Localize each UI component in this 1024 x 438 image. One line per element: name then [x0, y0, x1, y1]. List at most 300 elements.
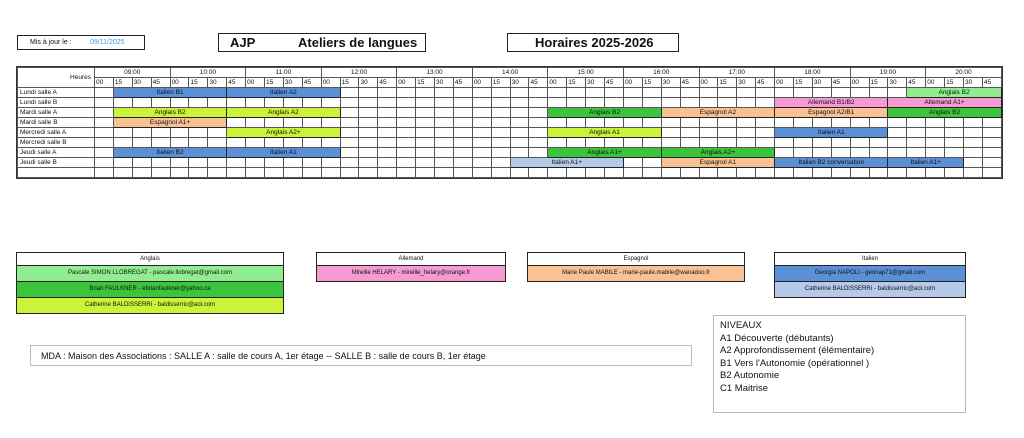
minute-label: 15: [793, 78, 812, 88]
empty-slot: [945, 128, 964, 138]
legend-italien-row: Georgia NAPOLI - geonap71@gmail.com: [774, 266, 966, 282]
row-label: Jeudi salle B: [18, 158, 95, 168]
legend-italien-title: Italien: [774, 252, 966, 266]
empty-slot: [510, 88, 529, 98]
empty-slot: [699, 138, 718, 148]
minute-label: 45: [378, 78, 397, 88]
empty-slot: [208, 98, 227, 108]
empty-slot: [718, 98, 737, 108]
empty-slot: [907, 138, 926, 148]
empty-slot: [907, 148, 926, 158]
row-label: Mardi salle A: [18, 108, 95, 118]
empty-slot: [510, 98, 529, 108]
empty-slot: [378, 98, 397, 108]
niveaux-title: NIVEAUX: [720, 320, 762, 331]
niveau-item: B1 Vers l'Autonomie (opérationnel ): [720, 357, 870, 369]
course-block: Anglais A2+: [661, 148, 774, 158]
page-title: Ateliers de langues: [298, 35, 418, 50]
legend-anglais-row: Catherine BALDISSERRI - baldisserric@aol.com: [16, 298, 284, 314]
empty-slot: [926, 148, 945, 158]
niveau-item: A1 Découverte (débutants): [720, 332, 834, 344]
hour-label: 17:00: [699, 68, 775, 78]
empty-slot: [340, 98, 359, 108]
course-block: Anglais B2: [113, 108, 226, 118]
empty-slot: [793, 148, 812, 158]
empty-slot: [472, 98, 491, 108]
empty-slot: [945, 118, 964, 128]
empty-slot: [699, 118, 718, 128]
minute-label: 15: [567, 78, 586, 88]
legend-anglais: [16, 252, 284, 314]
empty-slot: [246, 98, 265, 108]
empty-slot: [718, 128, 737, 138]
course-block: Espagnol A2: [661, 108, 774, 118]
empty-slot: [340, 138, 359, 148]
empty-slot: [793, 138, 812, 148]
table-row: [18, 88, 1002, 98]
empty-slot: [378, 138, 397, 148]
empty-slot: [529, 98, 548, 108]
empty-slot: [869, 118, 888, 128]
empty-slot: [907, 168, 926, 178]
empty-slot: [718, 138, 737, 148]
minute-label: 15: [416, 78, 435, 88]
hour-label: 16:00: [623, 68, 699, 78]
empty-slot: [642, 168, 661, 178]
minute-label: 00: [850, 78, 869, 88]
empty-slot: [982, 158, 1001, 168]
empty-slot: [170, 98, 189, 108]
table-row: [18, 168, 1002, 178]
course-block: Anglais A1+: [548, 148, 661, 158]
empty-slot: [756, 118, 775, 128]
hour-label: 14:00: [472, 68, 548, 78]
empty-slot: [605, 138, 624, 148]
legend-espagnol-title: Espagnol: [527, 252, 745, 266]
org-label: AJP: [230, 35, 256, 50]
niveaux-box: [713, 315, 966, 413]
empty-slot: [227, 118, 246, 128]
minute-label: 00: [472, 78, 491, 88]
row-label: Mardi salle B: [18, 118, 95, 128]
minute-label: 15: [265, 78, 284, 88]
empty-slot: [699, 168, 718, 178]
empty-slot: [321, 98, 340, 108]
empty-slot: [793, 168, 812, 178]
empty-slot: [378, 128, 397, 138]
row-label: Lundi salle A: [18, 88, 95, 98]
empty-slot: [491, 118, 510, 128]
empty-slot: [321, 118, 340, 128]
course-block: Italien A1+: [888, 158, 964, 168]
empty-slot: [680, 128, 699, 138]
minute-label: 30: [888, 78, 907, 88]
hour-label: 20:00: [926, 68, 1002, 78]
empty-slot: [378, 148, 397, 158]
legend-allemand-title: Allemand: [316, 252, 506, 266]
empty-slot: [170, 128, 189, 138]
minute-label: 30: [586, 78, 605, 88]
empty-slot: [113, 158, 132, 168]
empty-slot: [302, 168, 321, 178]
table-row: [18, 148, 1002, 158]
empty-slot: [113, 128, 132, 138]
course-block: Allemand B1/B2: [775, 98, 888, 108]
empty-slot: [510, 138, 529, 148]
empty-slot: [227, 168, 246, 178]
empty-slot: [775, 88, 794, 98]
empty-slot: [775, 118, 794, 128]
empty-slot: [95, 158, 114, 168]
empty-slot: [453, 168, 472, 178]
minute-label: 00: [548, 78, 567, 88]
empty-slot: [472, 168, 491, 178]
table-row: [18, 128, 1002, 138]
empty-slot: [718, 88, 737, 98]
empty-slot: [472, 138, 491, 148]
empty-slot: [95, 148, 114, 158]
empty-slot: [397, 138, 416, 148]
empty-slot: [491, 98, 510, 108]
empty-slot: [246, 118, 265, 128]
empty-slot: [435, 108, 454, 118]
empty-slot: [397, 118, 416, 128]
empty-slot: [397, 128, 416, 138]
empty-slot: [699, 98, 718, 108]
empty-slot: [548, 138, 567, 148]
empty-slot: [416, 118, 435, 128]
empty-slot: [831, 168, 850, 178]
empty-slot: [567, 138, 586, 148]
empty-slot: [963, 148, 982, 158]
empty-slot: [737, 98, 756, 108]
hour-label: 09:00: [95, 68, 171, 78]
minute-label: 00: [926, 78, 945, 88]
empty-slot: [642, 158, 661, 168]
empty-slot: [963, 138, 982, 148]
empty-slot: [472, 128, 491, 138]
empty-slot: [907, 118, 926, 128]
empty-slot: [359, 158, 378, 168]
course-block: Espagnol A1: [661, 158, 774, 168]
minute-label: 00: [397, 78, 416, 88]
course-block: Italien B2: [113, 148, 226, 158]
minute-label: 15: [340, 78, 359, 88]
empty-slot: [246, 168, 265, 178]
empty-slot: [680, 138, 699, 148]
empty-slot: [151, 128, 170, 138]
empty-slot: [510, 128, 529, 138]
course-block: Italien B2 conversation: [775, 158, 888, 168]
empty-slot: [605, 88, 624, 98]
empty-slot: [850, 168, 869, 178]
empty-slot: [435, 158, 454, 168]
course-block: Anglais B2: [907, 88, 1001, 98]
empty-slot: [529, 138, 548, 148]
legend-italien-row: Catherine BALDISSERRI - baldisserric@aol.com: [774, 282, 966, 298]
empty-slot: [435, 138, 454, 148]
empty-slot: [718, 168, 737, 178]
empty-slot: [435, 168, 454, 178]
empty-slot: [605, 168, 624, 178]
minute-label: 00: [170, 78, 189, 88]
empty-slot: [397, 148, 416, 158]
empty-slot: [95, 168, 114, 178]
empty-slot: [869, 168, 888, 178]
empty-slot: [737, 118, 756, 128]
empty-slot: [265, 158, 284, 168]
empty-slot: [850, 88, 869, 98]
empty-slot: [642, 118, 661, 128]
minute-label: 00: [246, 78, 265, 88]
empty-slot: [283, 118, 302, 128]
empty-slot: [151, 138, 170, 148]
empty-slot: [945, 168, 964, 178]
legend-italien: [774, 252, 966, 298]
empty-slot: [416, 108, 435, 118]
course-block: Allemand A1+: [888, 98, 1001, 108]
legend-anglais-row: Brian FAULKNER - ebrianfaulkner@yahoo.ca: [16, 282, 284, 298]
hour-label: 18:00: [775, 68, 851, 78]
empty-slot: [888, 118, 907, 128]
update-box: [17, 35, 145, 50]
empty-slot: [850, 138, 869, 148]
empty-slot: [283, 158, 302, 168]
legend-espagnol: [527, 252, 745, 282]
empty-slot: [170, 158, 189, 168]
empty-slot: [302, 138, 321, 148]
empty-slot: [472, 148, 491, 158]
empty-slot: [359, 118, 378, 128]
empty-slot: [95, 98, 114, 108]
empty-slot: [227, 98, 246, 108]
empty-slot: [982, 128, 1001, 138]
empty-slot: [113, 138, 132, 148]
empty-slot: [963, 168, 982, 178]
empty-slot: [888, 138, 907, 148]
minute-label: 30: [435, 78, 454, 88]
empty-slot: [623, 98, 642, 108]
empty-slot: [208, 138, 227, 148]
empty-slot: [189, 168, 208, 178]
hour-label: 12:00: [321, 68, 397, 78]
empty-slot: [869, 88, 888, 98]
minute-label: 30: [208, 78, 227, 88]
empty-slot: [491, 108, 510, 118]
empty-slot: [529, 128, 548, 138]
row-label: Lundi salle B: [18, 98, 95, 108]
empty-slot: [95, 128, 114, 138]
hour-label: 15:00: [548, 68, 624, 78]
empty-slot: [246, 158, 265, 168]
empty-slot: [963, 158, 982, 168]
hour-label: 13:00: [397, 68, 473, 78]
empty-slot: [699, 128, 718, 138]
minute-label: 30: [132, 78, 151, 88]
table-row: [18, 138, 1002, 148]
legend-anglais-row: Pascale SIMON LLOBREGAT - pascale.llobregat@gmail.com: [16, 266, 284, 282]
empty-slot: [491, 138, 510, 148]
empty-slot: [623, 158, 642, 168]
empty-slot: [340, 148, 359, 158]
minute-label: 30: [283, 78, 302, 88]
empty-slot: [642, 98, 661, 108]
legend-allemand-row: Mireille HELARY - mireille_helary@orange.fr: [316, 266, 506, 282]
minute-label: 15: [189, 78, 208, 88]
empty-slot: [416, 138, 435, 148]
course-block: Anglais A2+: [227, 128, 340, 138]
empty-slot: [302, 118, 321, 128]
empty-slot: [812, 88, 831, 98]
empty-slot: [963, 128, 982, 138]
empty-slot: [302, 158, 321, 168]
empty-slot: [661, 128, 680, 138]
empty-slot: [642, 138, 661, 148]
empty-slot: [151, 168, 170, 178]
empty-slot: [416, 98, 435, 108]
minute-label: 00: [95, 78, 114, 88]
empty-slot: [737, 168, 756, 178]
empty-slot: [359, 128, 378, 138]
empty-slot: [208, 168, 227, 178]
empty-slot: [756, 168, 775, 178]
empty-slot: [623, 118, 642, 128]
empty-slot: [793, 88, 812, 98]
empty-slot: [283, 98, 302, 108]
empty-slot: [982, 148, 1001, 158]
empty-slot: [775, 148, 794, 158]
empty-slot: [623, 138, 642, 148]
empty-slot: [321, 158, 340, 168]
empty-slot: [472, 158, 491, 168]
minute-label: 45: [151, 78, 170, 88]
empty-slot: [812, 148, 831, 158]
minute-label: 45: [907, 78, 926, 88]
empty-slot: [680, 118, 699, 128]
heures-header: Heures: [18, 68, 95, 88]
course-block: Italien B1: [113, 88, 226, 98]
schedule-title: Horaires 2025-2026: [535, 35, 654, 50]
empty-slot: [378, 88, 397, 98]
empty-slot: [453, 158, 472, 168]
course-block: Italien A1+: [510, 158, 623, 168]
empty-slot: [907, 128, 926, 138]
minute-label: 00: [321, 78, 340, 88]
table-row: [18, 108, 1002, 118]
minute-label: 30: [963, 78, 982, 88]
course-block: Anglais B2: [548, 108, 661, 118]
empty-slot: [529, 168, 548, 178]
legend-allemand: [316, 252, 506, 282]
hour-label: 10:00: [170, 68, 246, 78]
empty-slot: [435, 128, 454, 138]
empty-slot: [321, 138, 340, 148]
minute-label: 45: [605, 78, 624, 88]
empty-slot: [775, 138, 794, 148]
empty-slot: [132, 168, 151, 178]
empty-slot: [340, 118, 359, 128]
empty-slot: [831, 148, 850, 158]
empty-slot: [567, 118, 586, 128]
empty-slot: [812, 118, 831, 128]
empty-slot: [850, 118, 869, 128]
empty-slot: [416, 128, 435, 138]
empty-slot: [586, 138, 605, 148]
empty-slot: [95, 138, 114, 148]
empty-slot: [680, 168, 699, 178]
empty-slot: [623, 168, 642, 178]
empty-slot: [265, 168, 284, 178]
empty-slot: [548, 98, 567, 108]
empty-slot: [756, 88, 775, 98]
empty-slot: [680, 88, 699, 98]
course-block: Espagnol A2/B1: [775, 108, 888, 118]
niveau-item: C1 Maitrise: [720, 382, 769, 394]
empty-slot: [340, 88, 359, 98]
empty-slot: [491, 88, 510, 98]
empty-slot: [359, 88, 378, 98]
minute-label: 15: [945, 78, 964, 88]
empty-slot: [775, 168, 794, 178]
empty-slot: [491, 148, 510, 158]
empty-slot: [586, 88, 605, 98]
empty-slot: [888, 148, 907, 158]
empty-slot: [661, 168, 680, 178]
empty-slot: [888, 128, 907, 138]
empty-slot: [926, 168, 945, 178]
empty-slot: [435, 118, 454, 128]
minute-label: 00: [623, 78, 642, 88]
empty-slot: [831, 118, 850, 128]
empty-slot: [661, 138, 680, 148]
empty-slot: [548, 168, 567, 178]
empty-slot: [416, 168, 435, 178]
empty-slot: [416, 148, 435, 158]
empty-slot: [945, 148, 964, 158]
minute-label: 15: [869, 78, 888, 88]
empty-slot: [491, 158, 510, 168]
empty-slot: [416, 158, 435, 168]
empty-slot: [340, 168, 359, 178]
empty-slot: [888, 168, 907, 178]
minute-label: 00: [775, 78, 794, 88]
empty-slot: [586, 118, 605, 128]
empty-slot: [189, 98, 208, 108]
empty-slot: [567, 98, 586, 108]
empty-slot: [510, 118, 529, 128]
empty-slot: [548, 118, 567, 128]
empty-slot: [340, 158, 359, 168]
empty-slot: [397, 98, 416, 108]
empty-slot: [737, 138, 756, 148]
minute-label: 45: [302, 78, 321, 88]
empty-slot: [529, 148, 548, 158]
empty-slot: [359, 138, 378, 148]
empty-slot: [661, 118, 680, 128]
empty-slot: [529, 88, 548, 98]
minute-label: 15: [642, 78, 661, 88]
empty-slot: [661, 88, 680, 98]
empty-slot: [812, 138, 831, 148]
minute-label: 15: [113, 78, 132, 88]
empty-slot: [378, 108, 397, 118]
empty-slot: [982, 138, 1001, 148]
empty-slot: [453, 108, 472, 118]
hour-label: 11:00: [246, 68, 322, 78]
empty-slot: [529, 118, 548, 128]
empty-slot: [397, 168, 416, 178]
empty-slot: [926, 118, 945, 128]
